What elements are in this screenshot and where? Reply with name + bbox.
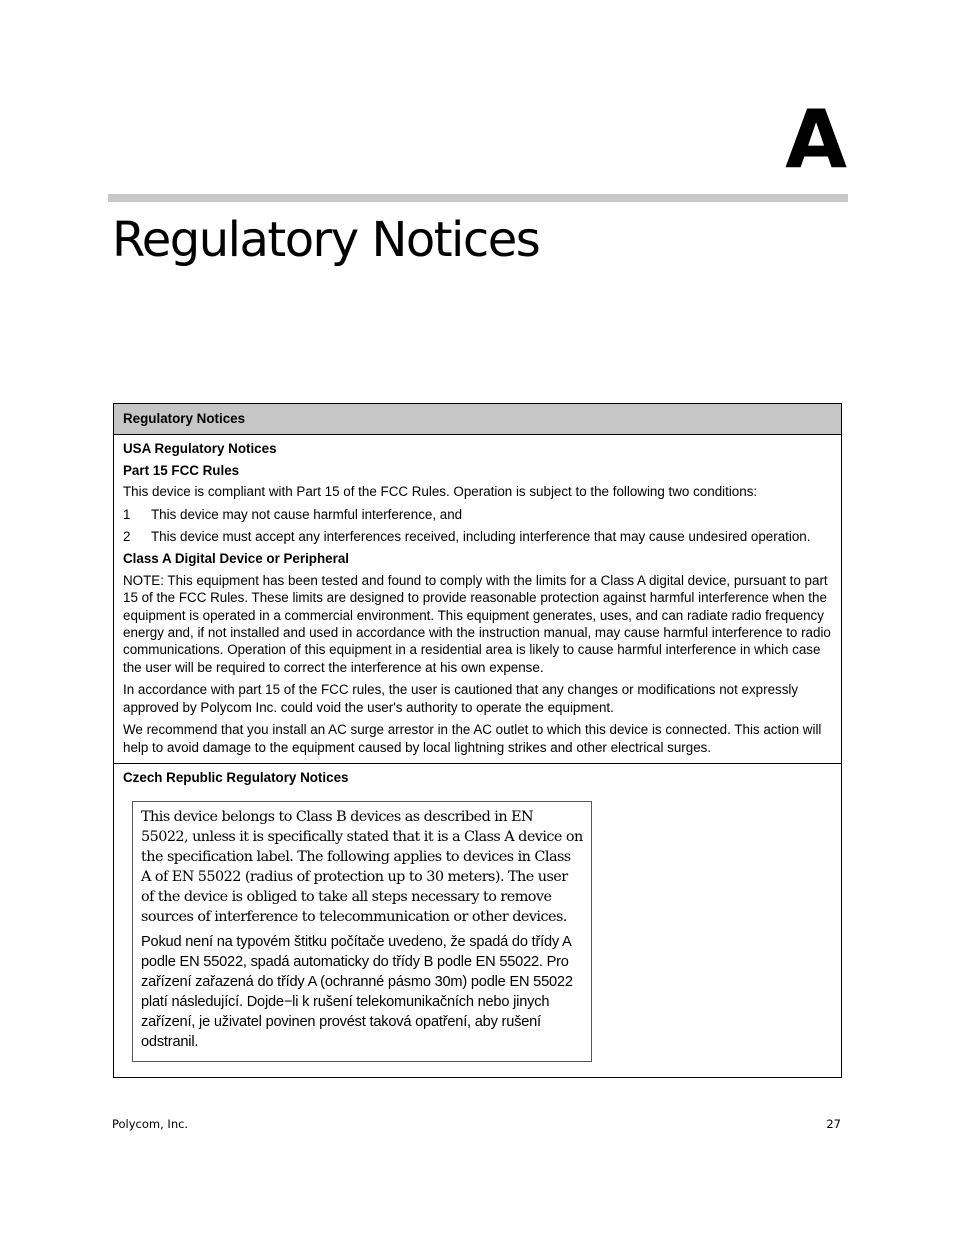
czech-notice-image (132, 801, 592, 1062)
condition-text: This device must accept any interferences received, including interference that may cause undesired operation. (151, 529, 811, 545)
usa-section (114, 435, 841, 763)
fcc-caution: In accordance with part 15 of the FCC rules, the user is cautioned that any changes or modifications not expressly approved by Polycom Inc. could void the user's authority to operate the equipment. (123, 682, 799, 715)
usa-heading: USA Regulatory Notices (123, 441, 277, 457)
footer-company: Polycom, Inc. (112, 1117, 189, 1131)
condition-item (123, 528, 832, 545)
table-header: Regulatory Notices (114, 404, 841, 435)
fcc-intro: This device is compliant with Part 15 of the FCC Rules. Operation is subject to the following two conditions: (123, 484, 758, 500)
czech-heading: Czech Republic Regulatory Notices (123, 769, 349, 785)
czech-notice-english: This device belongs to Class B devices as described in EN 55022, unless it is specifically stated that it is a Class A device on the specification label. The following applies to devices in Class A of EN 55022 (radius of protection up to 30 meters). The user of the device is obliged to take all steps necessary to remove sources of interference to telecommunication or other devices. (141, 809, 583, 926)
condition-text: This device may not cause harmful interference, and (151, 506, 463, 522)
condition-number: 1 (123, 506, 131, 522)
surge-recommendation: We recommend that you install an AC surge arrestor in the AC outlet to which this device is connected. This action will help to avoid damage to the equipment caused by local lightning strikes and other electrical surges. (123, 722, 822, 755)
czech-notice-czech: Pokud není na typovém štitku počítače uvedeno, že spadá do třídy A podle EN 55022, spadá automaticky do třídy B podle EN 55022. Pro zařízení zařazená do třídy A (ochranné pásmo 30m) podle EN 55022 platí následující. Dojde−li k rušení telekomunikačních nebo jinych zařízení, je uživatel povinen provést taková opatření, aby rušení odstranil. (141, 934, 573, 1051)
page-title: Regulatory Notices (112, 212, 540, 268)
chapter-divider (108, 194, 848, 202)
chapter-letter: A (785, 93, 846, 186)
footer-page-number: 27 (826, 1117, 841, 1131)
class-a-note: NOTE: This equipment has been tested and found to comply with the limits for a Class A digital device, pursuant to part 15 of the FCC Rules. These limits are designed to provide reasonable protection against harmful interference when the equipment is operated in a commercial environment. This equipment generates, uses, and can radiate radio frequency energy and, if not installed and used in accordance with the instruction manual, may cause harmful interference to radio communications. Operation of this equipment in a residential area is likely to cause harmful interference in which case the user will be required to correct the interference at his own expense. (123, 572, 831, 675)
fcc-rules-heading: Part 15 FCC Rules (123, 462, 240, 478)
condition-number: 2 (123, 529, 131, 545)
condition-item (123, 506, 832, 523)
czech-section (114, 763, 841, 1077)
class-a-heading: Class A Digital Device or Peripheral (123, 551, 349, 567)
regulatory-notices-table (113, 403, 842, 1078)
